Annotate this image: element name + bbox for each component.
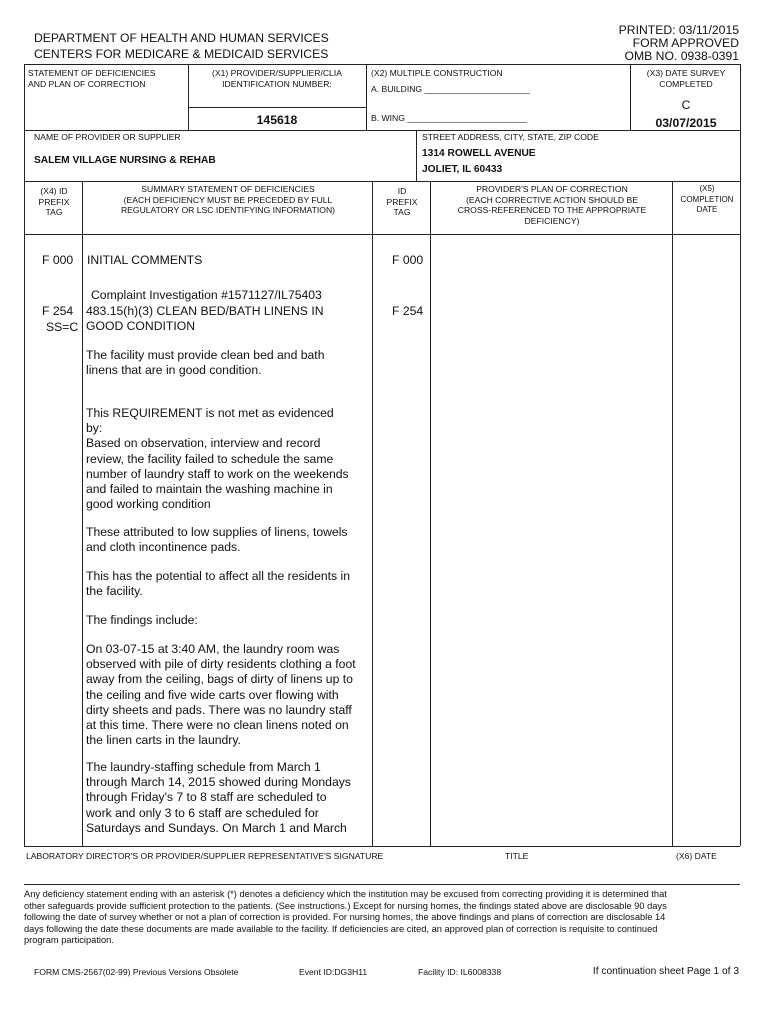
- provider-name-label: NAME OF PROVIDER OR SUPPLIER: [34, 132, 181, 142]
- frame-top-line: [24, 64, 740, 65]
- not-met-paragraph: This REQUIREMENT is not met as evidenced by: Based on observation, interview and record review, the facility failed to schedule the same number of laundry staff to work on the weekends and failed to maintain the washing machine in good working condition: [86, 406, 349, 512]
- page-number: If continuation sheet Page 1 of 3: [592, 966, 739, 977]
- plan-tag-f254: F 254: [392, 304, 424, 318]
- id-column-line: [430, 181, 431, 846]
- x4-column-line: [82, 181, 83, 846]
- form-number: FORM CMS-2567(02-99) Previous Versions Obsolete: [34, 967, 239, 977]
- body-bottom-line: [24, 846, 740, 847]
- provider-box-bottom-line: [24, 181, 740, 182]
- plan-tag-f000: F 000: [392, 253, 424, 267]
- x2-left-line: [366, 64, 367, 130]
- disclaimer-text: Any deficiency statement ending with an asterisk (*) denotes a deficiency which the institution may be excused from correcting providing it is determined that other safeguards provide sufficient protection to the patients. (See instructions.) Except for nursing homes, the findings stated above are disclosable 90 days following the date of survey whether or not a plan of correction is provided. For nursing homes, the above findings and plans of correction are disclosable 14 days following the date these documents are made available to the facility. If deficiencies are cited, an approved plan of correction is requisite to continued program participation.: [24, 889, 667, 945]
- x3-left-line: [630, 64, 631, 130]
- signature-label: LABORATORY DIRECTOR'S OR PROVIDER/SUPPLIER REPRESENTATIVE'S SIGNATURE: [26, 851, 384, 861]
- address-left-line: [416, 130, 417, 181]
- frame-right-line: [740, 64, 741, 846]
- summary-header: SUMMARY STATEMENT OF DEFICIENCIES (EACH DEFICIENCY MUST BE PRECEDED BY FULL REGULATORY OR LSC IDENTIFYING INFORMATION): [120, 184, 336, 215]
- building-line: A. BUILDING ______________________: [371, 84, 530, 94]
- x5-header: (X5) COMPLETION DATE: [680, 184, 734, 214]
- x1-label: (X1) PROVIDER/SUPPLIER/CLIA IDENTIFICATION NUMBER:: [212, 68, 342, 89]
- x1-left-line: [188, 64, 189, 130]
- column-header-bottom-line: [24, 234, 740, 235]
- potential-paragraph: This has the potential to affect all the residents in the facility.: [86, 569, 350, 599]
- f254-regulation-title: 483.15(h)(3) CLEAN BED/BATH LINENS IN GOOD CONDITION: [86, 304, 324, 334]
- address-label: STREET ADDRESS, CITY, STATE, ZIP CODE: [422, 132, 599, 142]
- provider-name: SALEM VILLAGE NURSING & REHAB: [34, 155, 216, 166]
- city-state-zip: JOLIET, IL 60433: [422, 164, 503, 175]
- initial-comments-heading: INITIAL COMMENTS: [87, 253, 203, 267]
- wing-line: B. WING _________________________: [371, 113, 527, 123]
- requirement-paragraph: The facility must provide clean bed and bath linens that are in good condition.: [86, 348, 325, 378]
- printed-date: PRINTED: 03/11/2015: [618, 23, 739, 37]
- department-title: DEPARTMENT OF HEALTH AND HUMAN SERVICES: [34, 31, 329, 45]
- agency-title: CENTERS FOR MEDICARE & MEDICAID SERVICES: [34, 47, 329, 61]
- x3-label: (X3) DATE SURVEY COMPLETED: [646, 68, 726, 89]
- x1-divider: [188, 107, 366, 108]
- observation-paragraph: On 03-07-15 at 3:40 AM, the laundry room was observed with pile of dirty residents clothing a foot away from the ceiling, bags of dirty of linens up to the ceiling and five wide carts over flowing with dirty sheets and pads. There was no laundry staff at this time. There were no clean linens noted on the linen carts in the laundry.: [86, 642, 356, 748]
- scope-severity: SS=C: [46, 320, 79, 334]
- survey-completed-date: 03/07/2015: [655, 116, 717, 130]
- findings-heading: The findings include:: [86, 613, 198, 627]
- id-header: ID PREFIX TAG: [386, 186, 418, 217]
- attributed-paragraph: These attributed to low supplies of linens, towels and cloth incontinence pads.: [86, 525, 348, 555]
- street-address: 1314 ROWELL AVENUE: [422, 148, 536, 159]
- plan-column-line: [672, 181, 673, 846]
- tag-f000: F 000: [42, 253, 74, 267]
- provider-number: 145618: [256, 113, 298, 127]
- survey-letter: C: [681, 98, 691, 112]
- schedule-paragraph: The laundry-staffing schedule from March 1 through March 14, 2015 showed during Mondays through Friday's 7 to 8 staff are scheduled to work and only 3 to 6 staff are scheduled for Saturdays and Sundays. On March 1 and March: [86, 760, 351, 835]
- omb-number: OMB NO. 0938-0391: [624, 49, 739, 63]
- tag-f254: F 254: [42, 304, 74, 318]
- summary-column-line: [372, 181, 373, 846]
- x2-label: (X2) MULTIPLE CONSTRUCTION: [371, 68, 503, 78]
- title-label: TITLE: [505, 851, 529, 861]
- date-label: (X6) DATE: [676, 851, 717, 861]
- signature-bottom-line: [24, 884, 740, 885]
- statement-label: STATEMENT OF DEFICIENCIES AND PLAN OF CORRECTION: [28, 68, 156, 89]
- form-approved-label: FORM APPROVED: [632, 36, 739, 50]
- plan-header: PROVIDER'S PLAN OF CORRECTION (EACH CORRECTIVE ACTION SHOULD BE CROSS-REFERENCED TO THE APPROPRIATE DEFICIENCY): [457, 184, 647, 226]
- facility-id: Facility ID: IL6008338: [418, 967, 502, 977]
- frame-left-line: [24, 64, 25, 846]
- x4-header: (X4) ID PREFIX TAG: [38, 186, 70, 217]
- id-box-bottom-line: [24, 130, 740, 131]
- complaint-investigation: Complaint Investigation #1571127/IL75403: [91, 288, 322, 302]
- event-id: Event ID:DG3H11: [299, 967, 368, 977]
